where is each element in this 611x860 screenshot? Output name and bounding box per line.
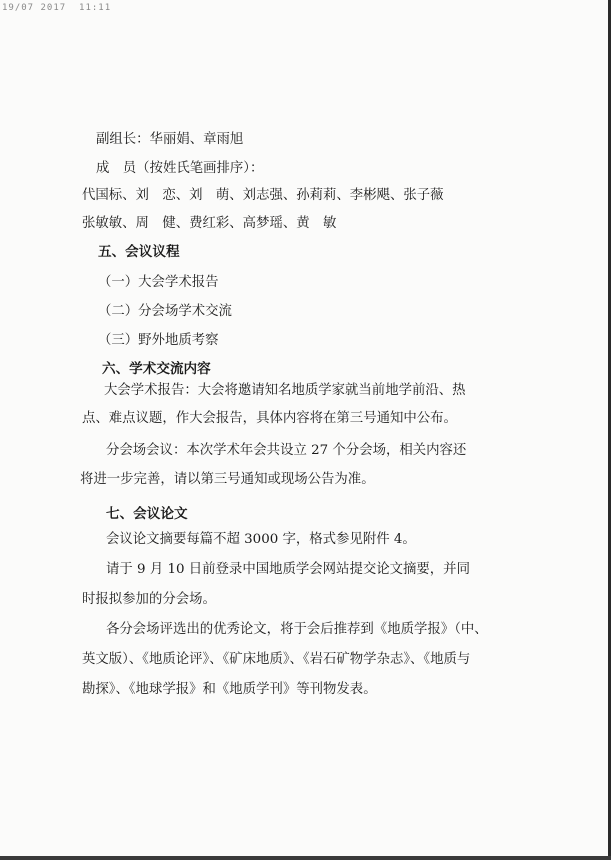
section-7-para-3-line-1: 各分会场评选出的优秀论文，将于会后推荐到《地质学报》（中、 [106,622,488,637]
fax-header: 19/07 2017 11:11 [2,3,112,13]
section-6-title: 六、学术交流内容 [102,361,211,377]
scan-edge-bottom [0,856,611,860]
section-6-para-1-line-2: 点、难点议题，作大会报告，具体内容将在第三号通知中公布。 [82,411,457,426]
section-7-para-2-line-1: 请于 9 月 10 日前登录中国地质学会网站提交论文摘要，并同 [106,562,470,577]
section-7-para-2-line-2: 时报拟参加的分会场。 [82,592,216,607]
section-6-para-2-line-1: 分会场会议：本次学术年会共设立 27 个分会场，相关内容还 [106,443,467,458]
section-6-para-1-line-1: 大会学术报告：大会将邀请知名地质学家就当前地学前沿、热 [104,383,466,398]
members-line-1: 代国标、刘 恋、刘 萌、刘志强、孙莉莉、李彬飓、张子薇 [82,188,444,203]
agenda-item-3: （三）野外地质考察 [98,333,219,348]
section-5-title: 五、会议议程 [98,244,180,260]
agenda-item-2: （二）分会场学术交流 [98,304,232,319]
section-6-para-2-line-2: 将进一步完善，请以第三号通知或现场公告为准。 [80,472,375,487]
section-7-para-3-line-3: 勘探》、《地球学报》和《地质学刊》等刊物发表。 [82,682,377,697]
section-7-para-3-line-2: 英文版）、《地质论评》、《矿床地质》、《岩石矿物学杂志》、《地质与 [82,652,471,667]
members-line-2: 张敏敏、周 健、费红彩、高梦瑶、黄 敏 [82,216,337,231]
members-label: 成 员（按姓氏笔画排序）： [96,161,264,176]
vice-leader-line: 副组长：华丽娟、章雨旭 [96,132,244,147]
agenda-item-1: （一）大会学术报告 [98,275,219,290]
section-7-title: 七、会议论文 [106,506,188,522]
section-7-para-1: 会议论文摘要每篇不超 3000 字，格式参见附件 4。 [106,532,416,547]
